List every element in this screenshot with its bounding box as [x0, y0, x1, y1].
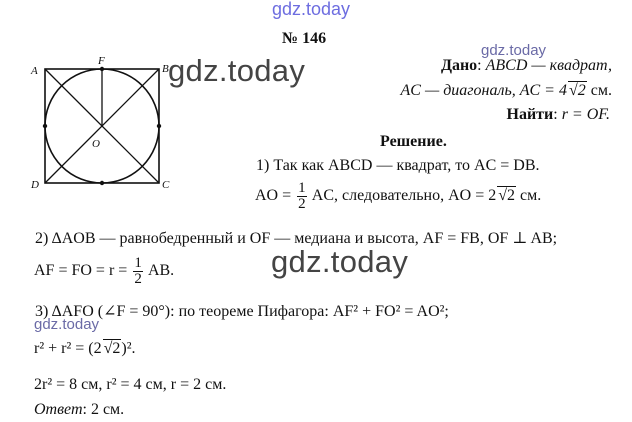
label-d: D	[31, 179, 39, 190]
step3-line1: 3) ΔAFO (∠F = 90°): по теореме Пифагора: AF² + FO² = AO²;	[35, 303, 449, 320]
label-b: B	[162, 63, 169, 75]
watermark-top: gdz.today	[272, 0, 351, 19]
step1-frac-num: 1	[298, 180, 306, 196]
step1-sqrt: √2	[498, 187, 515, 205]
step3-line2-right: )².	[121, 340, 136, 357]
step1-line2	[255, 181, 541, 212]
step1-fraction	[297, 181, 307, 212]
step1-unit: см.	[520, 187, 542, 205]
answer-line	[34, 401, 124, 419]
watermark-large-1: gdz.today	[168, 53, 306, 88]
given-square: ABCD — квадрат,	[485, 57, 612, 74]
step2-fraction	[133, 256, 143, 287]
find-line: Найти: r = OF.	[506, 106, 610, 123]
answer-label: Ответ	[34, 401, 83, 418]
given-label: Дано	[440, 57, 478, 74]
point-f-dot	[100, 67, 104, 71]
given-unit: см.	[590, 82, 612, 99]
find-label: Найти	[506, 106, 554, 123]
step3-sqrt: √2	[103, 340, 121, 357]
given-sqrt: √2	[568, 82, 586, 99]
step2-line2	[34, 256, 174, 287]
given-line-1: Дано: ABCD — квадрат,	[440, 57, 612, 74]
given-diagonal: AC — диагональ, AC = 4	[400, 82, 567, 99]
step1-ao-left: AO =	[255, 187, 292, 205]
tangent-point-right	[157, 124, 161, 128]
step1-frac-den: 2	[298, 196, 306, 212]
step2-frac-den: 2	[134, 271, 142, 287]
answer-text: : 2 см.	[82, 401, 125, 418]
watermark-small-2: gdz.today	[34, 316, 100, 333]
given-line-2	[401, 81, 612, 100]
find-text: r = OF.	[561, 106, 610, 123]
tangent-point-left	[43, 124, 47, 128]
step1-line1: 1) Так как ABCD — квадрат, то AC = DB.	[256, 157, 540, 174]
tangent-point-bottom	[100, 181, 104, 185]
problem-number: № 146	[282, 30, 327, 47]
label-a: A	[31, 65, 38, 77]
step3-line2	[34, 339, 136, 358]
step1-radicand: 2	[507, 187, 515, 205]
given-radicand: 2	[577, 82, 586, 99]
watermark-large-2: gdz.today	[271, 244, 409, 279]
step3-radicand: 2	[112, 340, 121, 357]
figure-square-inscribed-circle	[26, 55, 176, 190]
step2-right: AB.	[147, 262, 175, 280]
step2-line1: 2) ΔAOB — равнобедренный и OF — медиана и высота, AF = FB, OF ⊥ AB;	[35, 230, 558, 247]
step2-left: AF = FO = r =	[34, 262, 128, 280]
step3-line2-left: r² + r² = (2	[34, 340, 102, 357]
step2-frac-num: 1	[134, 255, 142, 271]
watermark-small-1: gdz.today	[481, 42, 547, 59]
step1-ao-right: AC, следовательно, AO = 2	[311, 187, 497, 205]
step3-line3: 2r² = 8 см, r² = 4 см, r = 2 см.	[34, 376, 227, 393]
solution-title: Решение.	[380, 133, 447, 150]
label-o: O	[92, 138, 100, 150]
label-c: C	[162, 179, 170, 190]
label-f: F	[98, 55, 105, 67]
